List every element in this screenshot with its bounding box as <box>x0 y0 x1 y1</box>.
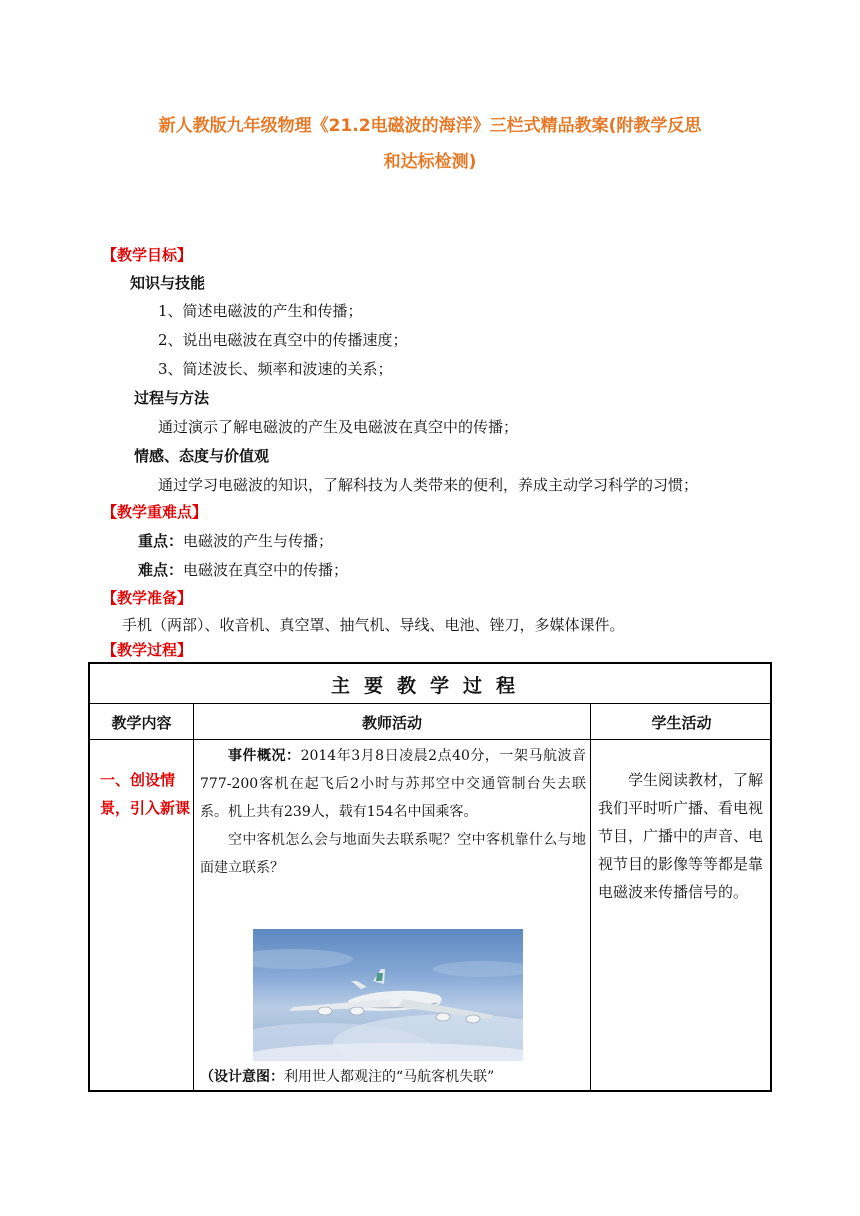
document-title <box>96 108 764 180</box>
difficult-point <box>138 559 348 580</box>
knowledge-title: 知识与技能 <box>130 274 206 292</box>
goal-item-1: 1、简述电磁波的产生和传播； <box>158 302 363 320</box>
emotion-title: 情感、态度与价值观 <box>134 447 270 465</box>
key-point-label: 重点： <box>138 532 184 550</box>
row1-student-activity <box>598 766 768 906</box>
table-rule-1 <box>90 703 770 704</box>
col-header-teacher: 教师活动 <box>361 714 422 732</box>
airplane-illustration <box>253 929 523 1061</box>
event-text: 2014年3月8日凌晨2点40分，一架马航波音777-200客机在起飞后2小时与苏邦空中交通管制台失去联系。机上共有239人，载有154名中国乘客。 <box>200 748 586 820</box>
design-intent-text: 利用世人都观注的“马航客机失联” <box>284 1069 495 1085</box>
design-intent <box>200 1066 580 1086</box>
title-line-2: 和达标检测) <box>383 152 477 172</box>
design-intent-label: （设计意图： <box>200 1069 284 1085</box>
teaching-process-table <box>88 662 772 1092</box>
goal-item-3: 3、简述波长、频率和波速的关系； <box>158 360 393 378</box>
event-paragraph <box>200 742 586 826</box>
prep-heading: 【教学准备】 <box>102 589 193 607</box>
table-main-header: 主要教学过程 <box>330 674 529 697</box>
col-header-content: 教学内容 <box>111 714 172 732</box>
keypoints-heading: 【教学重难点】 <box>102 503 208 521</box>
airplane-photo <box>253 929 523 1061</box>
emotion-text: 通过学习电磁波的知识，了解科技为人类带来的便利，养成主动学习科学的习惯； <box>158 476 699 494</box>
title-line-1: 新人教版九年级物理《21.2电磁波的海洋》三栏式精品教案(附教学反思 <box>158 116 702 136</box>
process-heading: 【教学过程】 <box>102 641 193 659</box>
key-point-text: 电磁波的产生与传播； <box>183 532 334 550</box>
table-col-divider-2 <box>590 703 591 1090</box>
goal-item-2: 2、说出电磁波在真空中的传播速度； <box>158 331 408 349</box>
student-activity-text: 学生阅读教材，了解我们平时听广播、看电视节目，广播中的声音、电视节目的影像等等都是靠电磁波来传播信号的。 <box>598 771 764 901</box>
event-label: 事件概况： <box>228 748 301 764</box>
difficult-point-label: 难点： <box>138 561 184 579</box>
goals-heading: 【教学目标】 <box>102 246 193 264</box>
process-method-title: 过程与方法 <box>134 389 210 407</box>
question-paragraph: 空中客机怎么会与地面失去联系呢？空中客机靠什么与地面建立联系？ <box>200 832 586 876</box>
col-header-student: 学生活动 <box>651 714 712 732</box>
row1-content: 一、创设情景，引入新课 <box>100 771 191 817</box>
row1-teacher-activity <box>200 742 586 882</box>
table-col-divider-1 <box>193 703 194 1090</box>
prep-text: 手机（两部）、收音机、真空罩、抽气机、导线、电池、锉刀，多媒体课件。 <box>122 616 625 634</box>
difficult-point-text: 电磁波在真空中的传播； <box>183 561 349 579</box>
key-point <box>138 530 333 551</box>
process-method-text: 通过演示了解电磁波的产生及电磁波在真空中的传播； <box>158 418 519 436</box>
